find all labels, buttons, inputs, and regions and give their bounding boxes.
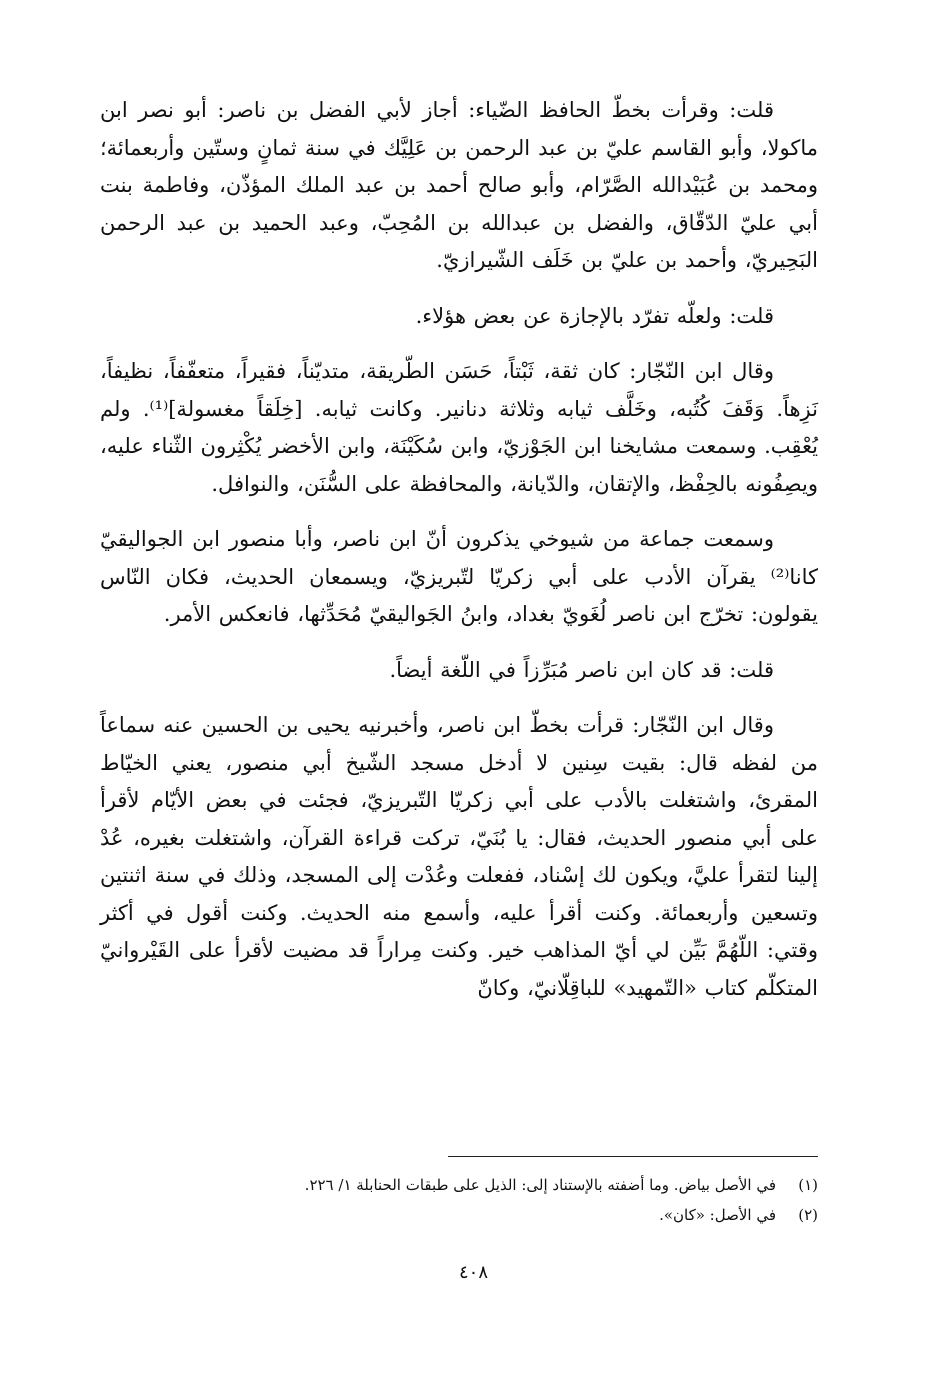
- paragraph: قلت: ولعلّه تفرّد بالإجازة عن بعض هؤلاء.: [415, 303, 774, 328]
- paragraph: وقال ابن النّجّار: قرأت بخطّ ابن ناصر، وأخبرنيه يحيى بن الحسين عنه سماعاً من لفظه قال: بقيت سِنين لا أدخل مسجد الشّيخ أبي منصور، يعني الخيّاط المقرئ، واشتغلت بالأدب على أبي زكريّا التّبريزيّ، فجئت في بعض الأيّام لأقرأ على أبي منصور الحديث، فقال: يا بُنَيّ، تركت قراءة القرآن، واشتغلت بغيره، عُدْ إلينا لتقرأ عليَّ، ويكون لك إسْناد، ففعلت وعُدْت إلى المسجد، وذلك في سنة اثنتين وتسعين وأربعمائة. وكنت أقرأ عليه، وأسمع منه الحديث. وكنت أقول في أكثر وقتي: اللّهُمَّ بَيِّن لي أيّ المذاهب خير. وكنت مِراراً قد مضيت لأقرأ على القَيْروانيّ المتكلّم كتاب «التّمهيد» للباقِلّانيّ، وكانّ: [100, 713, 818, 1000]
- footnote-text: في الأصل: «كان».: [659, 1206, 776, 1224]
- paragraph: قلت: قد كان ابن ناصر مُبَرِّزاً في اللّغة أيضاً.: [389, 657, 774, 682]
- footnote-separator: [448, 1156, 818, 1157]
- paragraph: قلت: وقرأت بخطّ الحافظ الضّياء: أجاز لأبي الفضل بن ناصر: أبو نصر ابن ماكولا، وأبو القاسم عليّ بن عبد الرحمن بن عَلِيَّك في سنة ثمانٍ وستّين وأربعمائة؛ ومحمد بن عُبَيْدالله الصَّرّام، وأبو صالح أحمد بن عبد الملك المؤذّن، وفاطمة بنت أبي عليّ الدّقّاق، والفضل بن عبدالله بن المُحِبّ، وعبد الحميد بن عبد الرحمن البَحِيريّ، وأحمد بن عليّ بن خَلَف الشّيرازيّ.: [100, 98, 818, 272]
- page-number: ٤٠٨: [458, 1262, 488, 1283]
- footnotes: [150, 1170, 818, 1230]
- paragraph: وسمعت جماعة من شيوخي يذكرون أنّ ابن ناصر، وأبا منصور ابن الجواليقيّ كانا⁽²⁾ يقرآن الأدب على أبي زكريّا لتّبريزيّ، ويسمعان الحديث، فكان النّاس يقولون: تخرّج ابن ناصر لُغَويّ بغداد، وابنُ الجَواليقيّ مُحَدِّثها، فانعكس الأمر.: [100, 527, 818, 626]
- footnote-number: (١): [798, 1176, 818, 1194]
- footnote: [150, 1170, 818, 1200]
- main-text: [100, 92, 818, 1021]
- footnote-number: (٢): [798, 1206, 818, 1224]
- footnote-text: في الأصل بياض. وما أضفته بالإستناد إلى: الذيل على طبقات الحنابلة ١/ ٢٢٦.: [304, 1176, 776, 1194]
- footnote: [150, 1200, 818, 1230]
- paragraph: وقال ابن النّجّار: كان ثقة، ثَبْتاً، حَسَن الطّريقة، متديّناً، فقيراً، متعفّفاً، نظيفاً، نَزِهاً. وَقَفَ كُتُبه، وخَلَّف ثيابه وثلاثة دنانير. وكانت ثيابه. [خِلَقاً مغسولة]⁽¹⁾. ولم يُعْقِب. وسمعت مشايخنا ابن الجَوْزيّ، وابن سُكَيْنَة، وابن الأخضر يُكْثِرون الثّناء عليه، ويصِفُونه بالحِفْظ، والإتقان، والدّيانة، والمحافظة على السُّنَن، والنوافل.: [100, 359, 818, 496]
